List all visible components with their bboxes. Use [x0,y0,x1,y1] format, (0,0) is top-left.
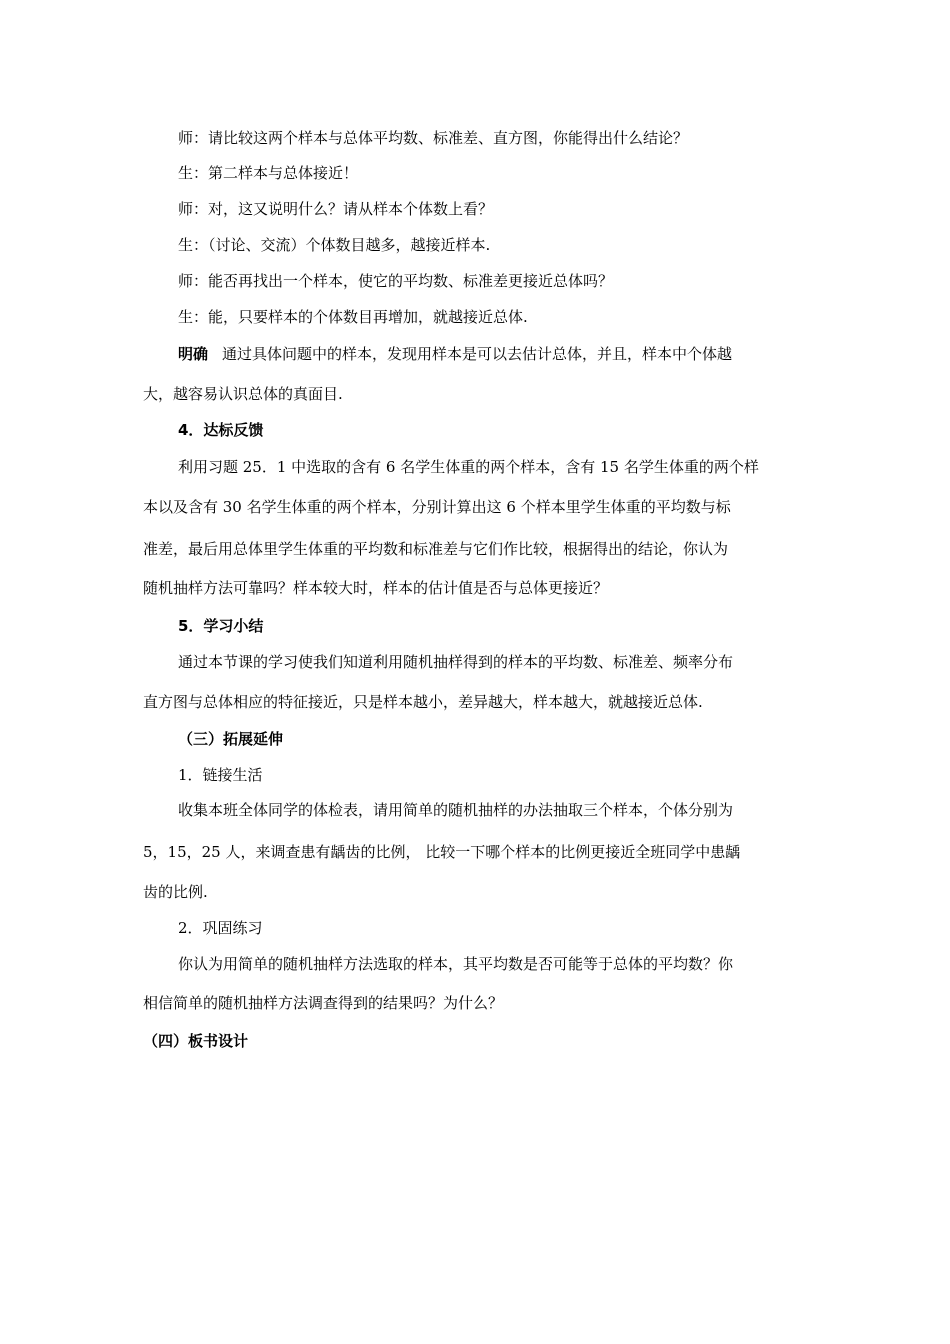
item-2-line-2: 相信简单的随机抽样方法调查得到的结果吗？为什么？ [143,994,504,1012]
section-5-heading: 5．学习小结 [178,617,264,635]
section-5-line-1: 通过本节课的学习使我们知道利用随机抽样得到的样本的平均数、标准差、频率分布 [178,653,734,671]
section-4-line-1: 利用习题 25．1 中选取的含有 6 名学生体重的两个样本，含有 15 名学生体重的两个样 [178,458,759,476]
section-4-heading: 4．达标反馈 [178,421,264,439]
section-4-line-4: 随机抽样方法可靠吗？样本较大时，样本的估计值是否与总体更接近？ [143,579,609,597]
section-4-line-3: 准差，最后用总体里学生体重的平均数和标准差与它们作比较，根据得出的结论，你认为 [143,540,729,558]
item-1-line-2: 5，15，25 人，来调查患有龋齿的比例， 比较一下哪个样本的比例更接近全班同学中患龋 [143,843,741,861]
section-extend-heading: （三）拓展延伸 [178,730,284,748]
dialogue-line-2: 生：第二样本与总体接近！ [178,164,359,182]
clarify-paragraph [178,344,732,364]
dialogue-line-5: 师：能否再找出一个样本，使它的平均数、标准差更接近总体吗？ [178,272,614,290]
clarify-line-1: 通过具体问题中的样本，发现用样本是可以去估计总体，并且，样本中个体越 [222,345,733,363]
section-board-heading: （四）板书设计 [143,1032,249,1050]
item-1-line-3: 齿的比例. [143,883,208,901]
dialogue-line-6: 生：能，只要样本的个体数目再增加，就越接近总体. [178,308,528,326]
clarify-label: 明确 [178,345,209,363]
item-1-heading: 1．链接生活 [178,766,263,784]
item-1-line-1: 收集本班全体同学的体检表，请用简单的随机抽样的办法抽取三个样本，个体分别为 [178,801,734,819]
dialogue-line-1: 师：请比较这两个样本与总体平均数、标准差、直方图，你能得出什么结论？ [178,129,689,147]
section-5-line-2: 直方图与总体相应的特征接近，只是样本越小，差异越大，样本越大，就越接近总体. [143,693,703,711]
clarify-line-2: 大，越容易认识总体的真面目. [143,385,343,403]
section-4-line-2: 本以及含有 30 名学生体重的两个样本，分别计算出这 6 个样本里学生体重的平均数与标 [143,498,731,516]
dialogue-line-4: 生：（讨论、交流）个体数目越多，越接近样本. [178,236,491,254]
item-2-heading: 2．巩固练习 [178,919,263,937]
dialogue-line-3: 师：对，这又说明什么？请从样本个体数上看？ [178,200,494,218]
item-2-line-1: 你认为用简单的随机抽样方法选取的样本，其平均数是否可能等于总体的平均数？你 [178,955,734,973]
